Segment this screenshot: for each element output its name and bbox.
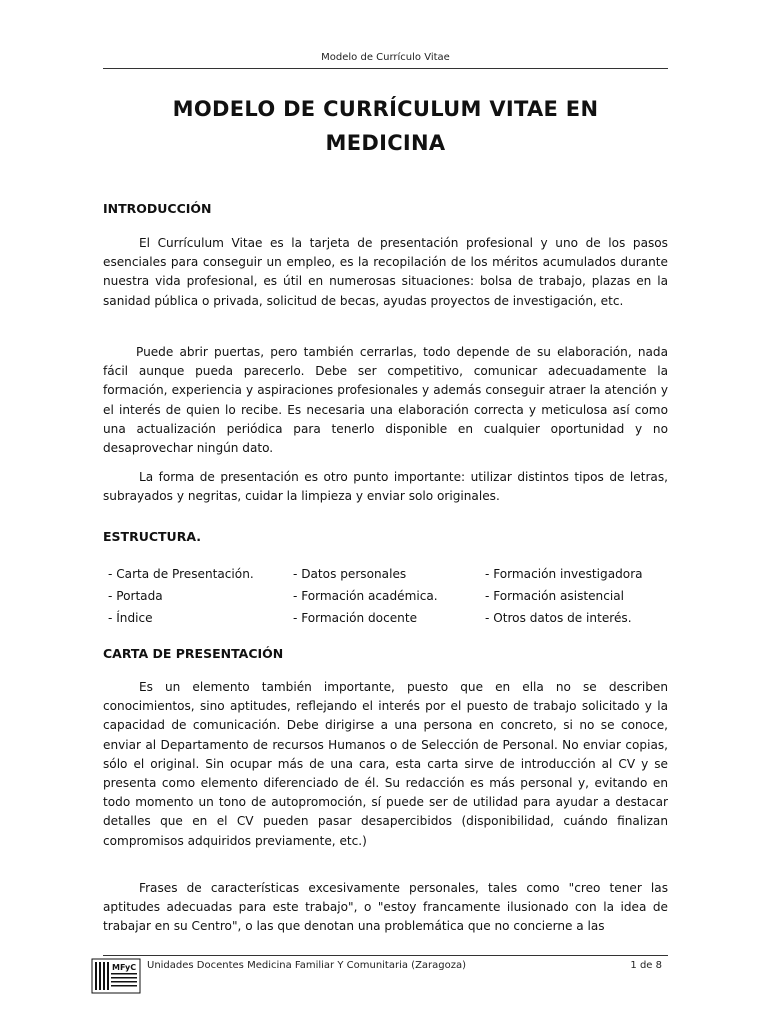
paragraph-text: Frases de características excesivamente personales, tales como "creo tener las aptitudes adecuadas para este trabajo", o "estoy francamente ilusionado con la idea de trabajar en su Centro", o las que denotan una problemática que no concierne a las bbox=[103, 881, 668, 934]
running-header: Modelo de Currículo Vitae bbox=[321, 52, 450, 63]
estructura-list bbox=[108, 563, 668, 629]
page-number: 1 de 8 bbox=[630, 960, 662, 971]
document-title bbox=[103, 92, 668, 160]
paragraph-text: La forma de presentación es otro punto importante: utilizar distintos tipos de letras, subrayados y negritas, cuidar la limpieza y enviar solo originales. bbox=[103, 470, 668, 504]
paragraph-carta-1 bbox=[103, 678, 668, 851]
logo-text: MFyC bbox=[112, 963, 137, 972]
paragraph-carta-2 bbox=[103, 879, 668, 937]
list-item: - Portada bbox=[108, 589, 163, 603]
heading-introduccion: INTRODUCCIÓN bbox=[103, 201, 212, 216]
paragraph-intro-3 bbox=[103, 468, 668, 506]
list-item: - Formación asistencial bbox=[485, 589, 625, 603]
list-item: - Índice bbox=[108, 611, 153, 625]
heading-carta: CARTA DE PRESENTACIÓN bbox=[103, 646, 284, 661]
estructura-row bbox=[108, 563, 668, 585]
paragraph-intro-1 bbox=[103, 234, 668, 311]
document-title-line-1: MODELO DE CURRÍCULUM VITAE EN bbox=[172, 97, 599, 121]
unit-logo-icon bbox=[91, 958, 141, 994]
list-item: - Carta de Presentación. bbox=[108, 567, 254, 581]
list-item: - Otros datos de interés. bbox=[485, 611, 632, 625]
paragraph-text: Es un elemento también importante, puesto que en ella no se describen conocimientos, sino aptitudes, reflejando el interés por el puesto de trabajo solicitado y la capacidad de comunicación. Debe dirigirse a una persona en concreto, si no se conoce, enviar al Departamento de recursos Humanos o de Selección de Personal. No enviar copias, sólo el original. Sin ocupar más de una cara, esta carta sirve de introducción al CV y se presenta como elemento diferenciado de él. Su redacción es más personal y, evitando en todo momento un tono de autopromoción, sí puede ser de utilidad para ayudar a destacar detalles que en el CV pueden pasar desapercibidos (disponibilidad, cuándo finalizan compromisos adquiridos previamente, etc.) bbox=[103, 680, 668, 848]
footer-text: Unidades Docentes Medicina Familiar Y Comunitaria (Zaragoza) bbox=[147, 960, 467, 971]
document-title-line-2: MEDICINA bbox=[325, 131, 446, 155]
heading-estructura: ESTRUCTURA. bbox=[103, 529, 201, 544]
estructura-row bbox=[108, 607, 668, 629]
paragraph-intro-2 bbox=[103, 343, 668, 458]
estructura-row bbox=[108, 585, 668, 607]
list-item: - Datos personales bbox=[293, 567, 407, 581]
list-item: - Formación académica. bbox=[293, 589, 438, 603]
header-rule bbox=[103, 68, 668, 69]
paragraph-text: El Currículum Vitae es la tarjeta de presentación profesional y uno de los pasos esenciales para conseguir un empleo, es la recopilación de los méritos acumulados durante nuestra vida profesional, es útil en numerosas situaciones: bolsa de trabajo, plazas en la sanidad pública o privada, solicitud de becas, ayudas proyectos de investigación, etc. bbox=[103, 236, 668, 308]
list-item: - Formación docente bbox=[293, 611, 418, 625]
paragraph-text: Puede abrir puertas, pero también cerrarlas, todo depende de su elaboración, nada fácil aunque pueda parecerlo. Debe ser competitivo, comunicar adecuadamente la formación, experiencia y aspiraciones profesionales y además conseguir atraer la atención y el interés de quien lo recibe. Es necesaria una elaboración correcta y meticulosa así como una actualización periódica para tenerlo disponible en cualquier oportunidad y no desaprovechar ningún dato. bbox=[103, 345, 668, 456]
footer-rule bbox=[103, 955, 668, 956]
list-item: - Formación investigadora bbox=[485, 567, 643, 581]
